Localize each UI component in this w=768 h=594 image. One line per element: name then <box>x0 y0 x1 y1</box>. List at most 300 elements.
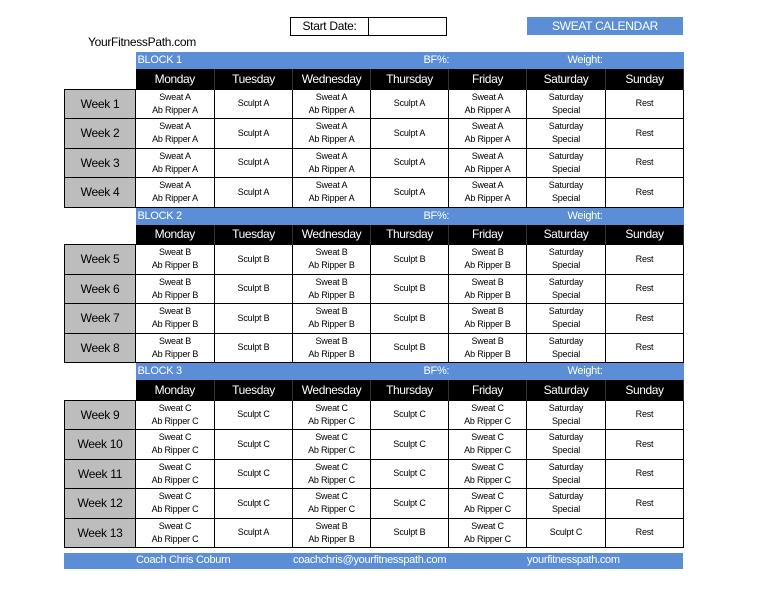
workout-cell[interactable] <box>527 459 606 489</box>
workout-text: Sweat C <box>471 402 504 413</box>
workout-text: Ab Ripper C <box>308 504 355 515</box>
workout-text: Ab Ripper C <box>464 445 511 456</box>
workout-cell[interactable] <box>371 489 449 519</box>
workout-text: Sweat B <box>158 335 192 346</box>
week-label: Week 8 <box>65 333 136 363</box>
workout-cell[interactable] <box>449 400 527 430</box>
workout-text: Ab Ripper C <box>151 474 199 485</box>
workout-text: Sweat A <box>159 150 191 161</box>
workout-text: Sculpt B <box>237 342 270 353</box>
workout-text: Ab Ripper A <box>464 163 511 174</box>
workout-cell[interactable] <box>527 178 606 208</box>
workout-text: Sculpt C <box>237 468 270 479</box>
workout-cell[interactable] <box>606 518 684 548</box>
workout-cell[interactable] <box>449 89 527 119</box>
workout-text: Sweat C <box>315 432 348 443</box>
workout-text: Special <box>551 445 581 456</box>
workout-text: Special <box>551 193 581 204</box>
week-label: Week 13 <box>65 518 136 548</box>
workout-text: Ab Ripper C <box>151 415 199 426</box>
workout-text: Special <box>551 348 581 359</box>
workout-text: Sweat C <box>158 432 192 443</box>
workout-cell[interactable] <box>215 89 293 119</box>
workout-cell[interactable] <box>293 489 371 519</box>
workout-cell[interactable] <box>449 274 527 304</box>
workout-cell[interactable] <box>527 430 606 460</box>
workout-text: Rest <box>635 468 654 479</box>
week-row <box>65 245 684 275</box>
workout-text: Sculpt B <box>393 253 426 264</box>
workout-text: Sculpt C <box>237 497 270 508</box>
workout-text: Saturday <box>548 335 584 346</box>
week-row <box>65 274 684 304</box>
weight-label: Weight: <box>567 365 603 377</box>
workout-text: Sweat B <box>158 276 192 287</box>
weight-label: Weight: <box>567 209 603 222</box>
workout-text: Special <box>551 104 581 115</box>
workout-text: Saturday <box>548 306 584 317</box>
workout-text: Ab Ripper A <box>464 104 511 115</box>
workout-cell[interactable] <box>606 89 684 119</box>
workout-text: Special <box>551 504 581 515</box>
workout-cell[interactable] <box>293 518 371 548</box>
workout-cell[interactable] <box>293 459 371 489</box>
workout-cell[interactable] <box>606 178 684 208</box>
workout-text: Ab Ripper B <box>308 348 355 359</box>
workout-cell[interactable] <box>215 119 293 149</box>
week-label: Week 3 <box>65 148 136 178</box>
workout-cell[interactable] <box>215 333 293 363</box>
workout-text: Rest <box>635 497 654 508</box>
workout-cell[interactable] <box>136 489 215 519</box>
workout-text: Sculpt A <box>237 157 270 168</box>
workout-text: Saturday <box>548 276 584 287</box>
workout-cell[interactable] <box>215 518 293 548</box>
start-date-label: Start Date: <box>302 19 357 33</box>
workout-text: Sweat A <box>471 121 504 132</box>
workout-cell[interactable] <box>606 489 684 519</box>
workout-text: Sculpt A <box>393 186 426 197</box>
workout-cell[interactable] <box>293 274 371 304</box>
week-row <box>65 400 684 430</box>
workout-text: Ab Ripper A <box>152 134 198 145</box>
start-date-input[interactable] <box>368 18 446 35</box>
day-header: Saturday <box>527 225 606 245</box>
workout-cell[interactable] <box>606 245 684 275</box>
workout-cell[interactable] <box>449 178 527 208</box>
workout-text: Sweat A <box>159 91 191 102</box>
week-row <box>65 333 684 363</box>
workout-text: Rest <box>635 157 654 168</box>
workout-text: Special <box>551 289 581 300</box>
workout-cell[interactable] <box>293 304 371 334</box>
workout-text: Sweat B <box>315 335 348 346</box>
workout-text: Special <box>551 134 581 145</box>
workout-text: Sweat B <box>471 306 504 317</box>
workout-text: Saturday <box>548 180 584 191</box>
day-header: Friday <box>449 380 527 400</box>
workout-cell[interactable] <box>215 430 293 460</box>
workout-text: Ab Ripper B <box>308 319 355 330</box>
workout-cell[interactable] <box>293 89 371 119</box>
workout-text: Sweat C <box>315 402 348 413</box>
week-label: Week 6 <box>65 274 136 304</box>
workout-text: Sweat A <box>315 180 348 191</box>
workout-text: Ab Ripper B <box>308 533 355 544</box>
workout-cell[interactable] <box>136 333 215 363</box>
workout-text: Ab Ripper B <box>151 348 199 359</box>
workout-text: Ab Ripper C <box>464 504 511 515</box>
day-header: Tuesday <box>215 69 293 89</box>
day-header: Thursday <box>371 69 449 89</box>
workout-cell[interactable] <box>293 178 371 208</box>
workout-text: Ab Ripper C <box>151 533 199 544</box>
week-label: Week 11 <box>65 459 136 489</box>
workout-text: Sweat B <box>158 247 192 258</box>
workout-text: Ab Ripper B <box>464 348 511 359</box>
workout-cell[interactable] <box>215 304 293 334</box>
workout-cell[interactable] <box>293 119 371 149</box>
workout-cell[interactable] <box>136 518 215 548</box>
workout-text: Sculpt B <box>237 283 270 294</box>
workout-cell[interactable] <box>136 119 215 149</box>
week-row <box>65 304 684 334</box>
workout-text: Rest <box>635 438 654 449</box>
workout-cell[interactable] <box>293 245 371 275</box>
day-header: Tuesday <box>215 225 293 245</box>
workout-text: Sweat C <box>158 491 192 502</box>
workout-text: Sweat B <box>471 247 504 258</box>
day-header: Sunday <box>606 69 684 89</box>
workout-cell[interactable] <box>527 333 606 363</box>
workout-text: Sweat B <box>471 335 504 346</box>
block-label: BLOCK 3 <box>137 365 182 377</box>
workout-cell[interactable] <box>606 304 684 334</box>
block-label: BLOCK 2 <box>137 209 182 222</box>
workout-cell[interactable] <box>136 148 215 178</box>
workout-text: Ab Ripper C <box>464 474 511 485</box>
workout-text: Sweat B <box>315 276 348 287</box>
week-row <box>65 119 684 149</box>
workout-cell[interactable] <box>527 400 606 430</box>
workout-cell[interactable] <box>371 119 449 149</box>
workout-text: Saturday <box>548 432 584 443</box>
workout-cell[interactable] <box>215 178 293 208</box>
footer-bar <box>64 553 683 569</box>
workout-text: Sweat C <box>315 461 348 472</box>
workout-text: Sweat C <box>471 520 504 531</box>
workout-text: Ab Ripper C <box>308 474 355 485</box>
week-row <box>65 518 684 548</box>
day-header: Saturday <box>527 69 606 89</box>
workout-text: Ab Ripper B <box>464 260 511 271</box>
workout-text: Sculpt C <box>393 468 426 479</box>
workout-cell[interactable] <box>371 518 449 548</box>
day-header-row <box>65 380 684 400</box>
workout-text: Ab Ripper A <box>152 193 198 204</box>
block-bar <box>136 52 684 69</box>
workout-text: Sweat B <box>315 306 348 317</box>
workout-text: Saturday <box>548 91 584 102</box>
day-header: Tuesday <box>215 380 293 400</box>
workout-text: Ab Ripper A <box>308 163 355 174</box>
workout-text: Ab Ripper C <box>151 445 199 456</box>
workout-text: Saturday <box>548 247 584 258</box>
workout-text: Ab Ripper A <box>152 104 198 115</box>
workout-text: Sweat A <box>315 91 348 102</box>
workout-text: Ab Ripper A <box>308 193 355 204</box>
workout-text: Sculpt C <box>393 409 426 420</box>
day-header: Saturday <box>527 380 606 400</box>
workout-text: Sweat C <box>158 520 192 531</box>
workout-cell[interactable] <box>371 148 449 178</box>
workout-text: Sweat C <box>471 491 504 502</box>
workout-text: Rest <box>635 409 654 420</box>
workout-cell[interactable] <box>136 89 215 119</box>
workout-text: Ab Ripper B <box>308 289 355 300</box>
workout-text: Saturday <box>548 491 584 502</box>
workout-text: Ab Ripper B <box>151 289 199 300</box>
day-header: Monday <box>136 69 215 89</box>
workout-cell[interactable] <box>449 148 527 178</box>
workout-text: Sculpt B <box>393 342 426 353</box>
workout-text: Ab Ripper A <box>308 134 355 145</box>
workout-cell[interactable] <box>527 119 606 149</box>
workout-cell[interactable] <box>371 459 449 489</box>
workout-cell[interactable] <box>606 459 684 489</box>
workout-text: Sculpt A <box>237 98 270 109</box>
workout-text: Rest <box>635 253 654 264</box>
block-bar <box>136 207 684 225</box>
workout-cell[interactable] <box>293 333 371 363</box>
workout-text: Rest <box>635 342 654 353</box>
workout-cell[interactable] <box>136 400 215 430</box>
workout-text: Ab Ripper A <box>464 134 511 145</box>
workout-cell[interactable] <box>215 400 293 430</box>
workout-text: Ab Ripper A <box>308 104 355 115</box>
workout-text: Sculpt A <box>393 98 426 109</box>
day-header: Sunday <box>606 380 684 400</box>
workout-cell[interactable] <box>527 245 606 275</box>
workout-cell[interactable] <box>449 518 527 548</box>
workout-cell[interactable] <box>136 245 215 275</box>
workout-text: Sweat A <box>471 91 504 102</box>
workout-cell[interactable] <box>293 148 371 178</box>
calendar-title: SWEAT CALENDAR <box>527 17 683 35</box>
weight-label: Weight: <box>567 54 603 66</box>
workout-text: Ab Ripper A <box>152 163 198 174</box>
block-header-row <box>65 207 684 225</box>
workout-cell[interactable] <box>371 274 449 304</box>
block-label: BLOCK 1 <box>137 54 182 66</box>
week-row <box>65 89 684 119</box>
workout-cell[interactable] <box>606 400 684 430</box>
site-name: YourFitnessPath.com <box>88 35 196 49</box>
workout-text: Sweat A <box>471 150 504 161</box>
workout-cell[interactable] <box>371 400 449 430</box>
workout-cell[interactable] <box>215 459 293 489</box>
workout-cell[interactable] <box>606 333 684 363</box>
workout-text: Rest <box>635 312 654 323</box>
workout-cell[interactable] <box>136 304 215 334</box>
footer-coach: Coach Chris Coburn <box>136 554 231 566</box>
workout-text: Rest <box>635 283 654 294</box>
footer-email-link[interactable]: coachchris@yourfitnesspath.com <box>293 554 447 566</box>
workout-text: Sweat A <box>159 180 191 191</box>
workout-cell[interactable] <box>136 274 215 304</box>
workout-text: Special <box>551 319 581 330</box>
workout-text: Sweat B <box>471 276 504 287</box>
day-header: Friday <box>449 225 527 245</box>
workout-text: Special <box>551 260 581 271</box>
week-row <box>65 489 684 519</box>
workout-text: Saturday <box>548 121 584 132</box>
workout-text: Saturday <box>548 461 584 472</box>
day-header: Friday <box>449 69 527 89</box>
workout-cell[interactable] <box>449 459 527 489</box>
workout-cell[interactable] <box>606 274 684 304</box>
workout-text: Sweat C <box>315 491 348 502</box>
workout-cell[interactable] <box>371 333 449 363</box>
workout-cell[interactable] <box>606 148 684 178</box>
workout-cell[interactable] <box>371 89 449 119</box>
workout-text: Sweat A <box>471 180 504 191</box>
workout-cell[interactable] <box>293 400 371 430</box>
day-header: Wednesday <box>293 380 371 400</box>
workout-cell[interactable] <box>449 333 527 363</box>
workout-cell[interactable] <box>371 430 449 460</box>
workout-cell[interactable] <box>371 245 449 275</box>
workout-text: Rest <box>635 186 654 197</box>
block-header-row <box>65 363 684 381</box>
workout-text: Sweat A <box>315 121 348 132</box>
workout-text: Sculpt C <box>393 438 426 449</box>
week-row <box>65 148 684 178</box>
bf-label: BF%: <box>423 209 450 222</box>
workout-text: Sculpt B <box>237 312 270 323</box>
bf-label: BF%: <box>423 54 450 66</box>
workout-text: Sculpt A <box>393 157 426 168</box>
day-header: Wednesday <box>293 225 371 245</box>
week-label: Week 7 <box>65 304 136 334</box>
workout-text: Sculpt B <box>393 527 426 538</box>
workout-cell[interactable] <box>606 119 684 149</box>
workout-text: Sculpt C <box>237 438 270 449</box>
workout-text: Saturday <box>548 402 584 413</box>
workout-text: Ab Ripper B <box>308 260 355 271</box>
workout-text: Sculpt C <box>549 527 583 538</box>
week-row <box>65 459 684 489</box>
workout-cell[interactable] <box>449 489 527 519</box>
day-header: Thursday <box>371 225 449 245</box>
workout-text: Ab Ripper B <box>464 319 511 330</box>
workout-text: Ab Ripper A <box>464 193 511 204</box>
workout-text: Sweat A <box>315 150 348 161</box>
week-label: Week 5 <box>65 245 136 275</box>
workout-cell[interactable] <box>449 119 527 149</box>
workout-text: Saturday <box>548 150 584 161</box>
workout-cell[interactable] <box>215 274 293 304</box>
day-header: Thursday <box>371 380 449 400</box>
block-bar <box>136 363 684 381</box>
workout-text: Sweat B <box>158 306 192 317</box>
workout-cell[interactable] <box>449 304 527 334</box>
footer-site-link[interactable]: yourfitnesspath.com <box>527 554 620 566</box>
bf-label: BF%: <box>423 365 450 377</box>
day-header: Wednesday <box>293 69 371 89</box>
workout-text: Sweat A <box>159 121 191 132</box>
workout-cell[interactable] <box>215 489 293 519</box>
workout-cell[interactable] <box>527 489 606 519</box>
week-row <box>65 430 684 460</box>
block-header-row <box>65 52 684 69</box>
workout-text: Sweat C <box>158 461 192 472</box>
week-label: Week 10 <box>65 430 136 460</box>
week-label: Week 1 <box>65 89 136 119</box>
workout-text: Ab Ripper B <box>464 289 511 300</box>
day-header: Monday <box>136 225 215 245</box>
start-date-box <box>290 17 447 36</box>
workout-cell[interactable] <box>527 89 606 119</box>
workout-text: Ab Ripper B <box>151 260 199 271</box>
workout-cell[interactable] <box>527 518 606 548</box>
workout-text: Rest <box>635 98 654 109</box>
workout-text: Ab Ripper C <box>308 415 355 426</box>
workout-text: Sculpt B <box>237 253 270 264</box>
workout-cell[interactable] <box>449 245 527 275</box>
workout-text: Sweat B <box>315 247 348 258</box>
workout-cell[interactable] <box>527 304 606 334</box>
workout-cell[interactable] <box>215 148 293 178</box>
day-header-row <box>65 69 684 89</box>
workout-cell[interactable] <box>371 178 449 208</box>
workout-text: Rest <box>635 127 654 138</box>
workout-cell[interactable] <box>527 274 606 304</box>
workout-text: Sweat C <box>471 432 504 443</box>
workout-cell[interactable] <box>293 430 371 460</box>
workout-text: Sculpt B <box>393 312 426 323</box>
week-label: Week 12 <box>65 489 136 519</box>
workout-cell[interactable] <box>606 430 684 460</box>
workout-cell[interactable] <box>136 178 215 208</box>
workout-text: Sculpt B <box>393 283 426 294</box>
workout-text: Ab Ripper C <box>151 504 199 515</box>
workout-text: Ab Ripper C <box>464 533 511 544</box>
workout-text: Sculpt A <box>237 127 270 138</box>
workout-cell[interactable] <box>136 459 215 489</box>
week-label: Week 4 <box>65 178 136 208</box>
workout-text: Special <box>551 415 581 426</box>
workout-text: Ab Ripper C <box>464 415 511 426</box>
workout-cell[interactable] <box>527 148 606 178</box>
workout-text: Ab Ripper C <box>308 445 355 456</box>
workout-text: Special <box>551 474 581 485</box>
workout-cell[interactable] <box>371 304 449 334</box>
workout-text: Sculpt A <box>393 127 426 138</box>
workout-text: Sweat B <box>315 520 348 531</box>
workout-text: Sculpt A <box>237 527 270 538</box>
week-label: Week 9 <box>65 400 136 430</box>
workout-cell[interactable] <box>136 430 215 460</box>
workout-cell[interactable] <box>215 245 293 275</box>
sweat-calendar-table <box>64 52 684 548</box>
workout-text: Sculpt A <box>237 186 270 197</box>
workout-text: Sweat C <box>158 402 192 413</box>
workout-text: Sculpt C <box>393 497 426 508</box>
workout-cell[interactable] <box>449 430 527 460</box>
day-header: Monday <box>136 380 215 400</box>
day-header: Sunday <box>606 225 684 245</box>
